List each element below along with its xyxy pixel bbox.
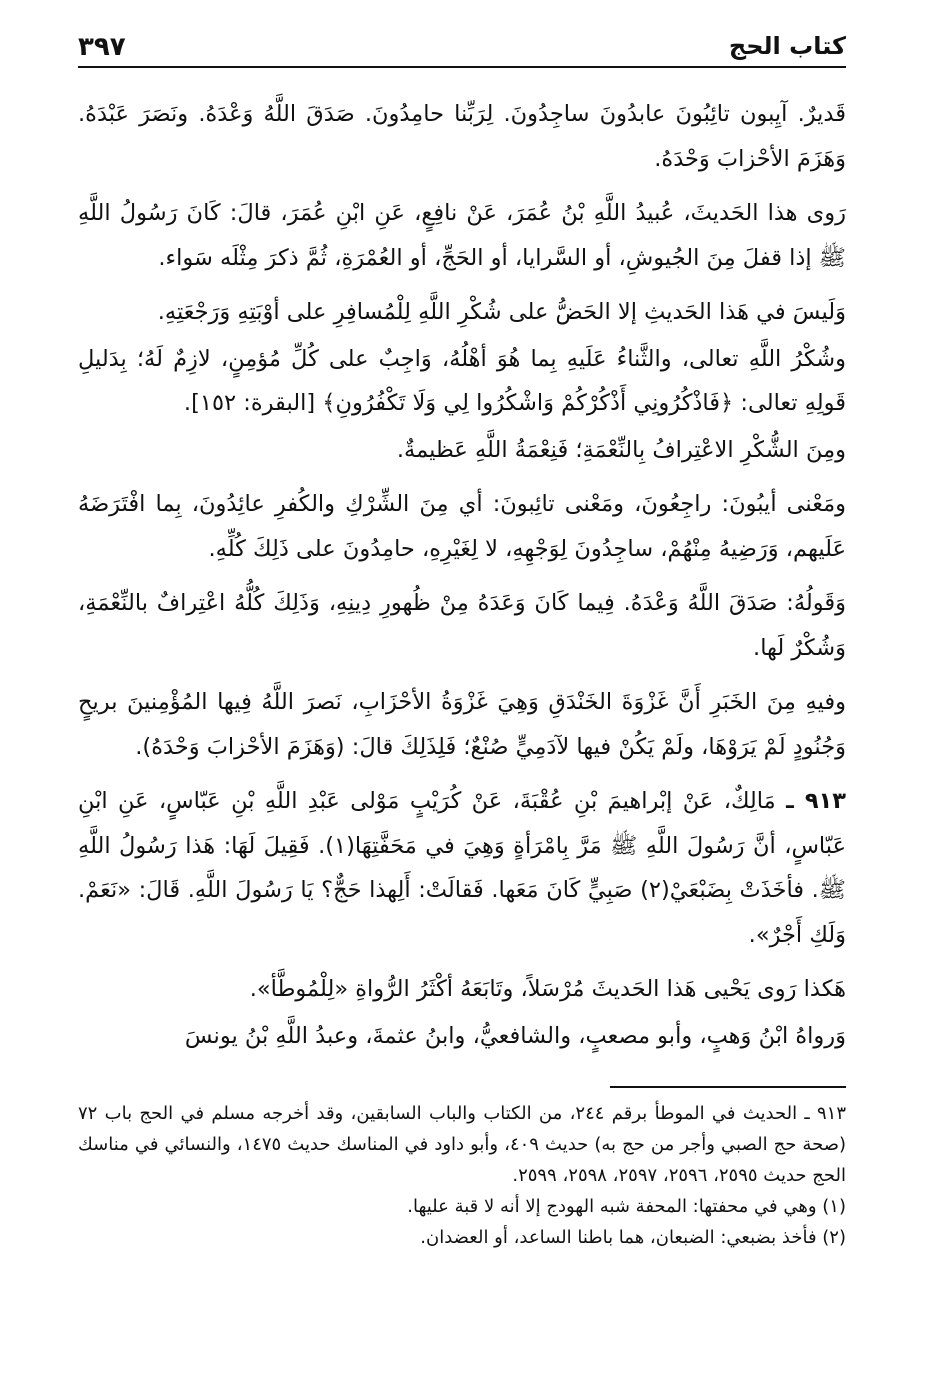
footnote-separator bbox=[610, 1086, 846, 1088]
hadith-text: مَالِكٌ، عَنْ إبْراهيمَ بْنِ عُقْبَةَ، عَنْ كُرَيْبٍ مَوْلى عَبْدِ اللَّهِ بْنِ عَبّاسٍ، عَنِ ابْنِ عَبّاسٍ، أنَّ رَسُولَ اللَّهِ ﷺ مَرَّ بِامْرَأةٍ وَهِيَ في مَحَفَّتِهَا(١). فَقِيلَ لَهَا: هَذا رَسُولُ اللَّهِ ﷺ. فأخَذَتْ بِضَبْعَيْ(٢) صَبِيٍّ كَانَ مَعَها. فَقالَتْ: أَلِهذا حَجٌّ؟ يَا رَسُولَ اللَّهِ. قَالَ: «نَعَمْ. وَلَكِ أَجْرٌ». bbox=[78, 788, 846, 948]
page bbox=[78, 30, 846, 1370]
paragraph: رَوى هذا الحَديثَ، عُبيدُ اللَّهِ بْنُ عُمَرَ، عَنْ نافِعٍ، عَنِ ابْنِ عُمَرَ، قالَ: كَانَ رَسُولُ اللَّهِ ﷺ إذا قفلَ مِنَ الجُيوشِ، أو السَّرايا، أو الحَجِّ، أو العُمْرَةِ، ثُمَّ ذكرَ مِثْلَه سَواء. bbox=[78, 200, 846, 271]
running-header bbox=[78, 30, 846, 68]
paragraph: وَلَيسَ في هَذا الحَديثِ إلا الحَضُّ على شُكْرِ اللَّهِ لِلْمُسافِرِ على أوْبَتِهِ وَرَجْعَتِهِ. bbox=[157, 299, 846, 325]
paragraph: وفيهِ مِنَ الخَبَرِ أَنَّ غَزْوَةَ الخَنْدَقِ وَهِيَ غَزْوَةُ الأحْزَابِ، نَصرَ اللَّهُ فِيها المُؤْمِنينَ بريحٍ وَجُنُودٍ لَمْ يَرَوْهَا، ولَمْ يَكُنْ فيها لآدَمِيٍّ صُنْعٌ؛ فَلِذَلِكَ قالَ: (وَهَزَمَ الأحْزابَ وَحْدَهُ). bbox=[78, 689, 846, 760]
paragraph: وشُكْرُ اللَّهِ تعالى، والثَّناءُ عَلَيهِ بِما هُوَ أهْلُهُ، وَاجِبٌ على كُلِّ مُؤمِنٍ، لازِمٌ لَهُ؛ بِدَليلِ قَولِهِ تعالى: ﴿فَاذْكُرُونِي أَذْكُرْكُمْ وَاشْكُرُوا لِي وَلَا تَكْفُرُونِ﴾ [البقرة: ١٥٢]. bbox=[78, 345, 846, 416]
paragraph: هَكذا رَوى يَحْيى هَذا الحَديثَ مُرْسَلاً، وتَابَعَهُ أكْثَرُ الرُّواةِ «لِلْمُوطَّأ». bbox=[249, 976, 846, 1002]
page-number: ٣٩٧ bbox=[78, 32, 136, 62]
footnote: (٢) فأخذ بضبعي: الضبعان، هما باطنا الساعد، أو العضدان. bbox=[420, 1227, 846, 1248]
chapter-title: كتاب الحج bbox=[719, 32, 846, 60]
footnotes bbox=[78, 1098, 846, 1253]
hadith-paragraph bbox=[78, 779, 846, 957]
hadith-number: ٩١٣ ـ bbox=[786, 788, 847, 814]
footnote: (١) وهي في محفتها: المحفة شبه الهودج إلا أنه لا قبة عليها. bbox=[407, 1196, 846, 1217]
paragraph: وَقَولُهُ: صَدَقَ اللَّهُ وَعْدَهُ. فِيما كَانَ وَعَدَهُ مِنْ ظُهورِ دِينِهِ، وَذَلِكَ كُلُّهُ اعْتِرافٌ بالنِّعْمَةِ، وَشُكْرٌ لَها. bbox=[78, 590, 846, 661]
paragraph: وَرواهُ ابْنُ وَهبٍ، وأبو مصعبٍ، والشافعيُّ، وابنُ عثمةَ، وعبدُ اللَّهِ بْنُ يونسَ bbox=[184, 1022, 846, 1049]
footnote: ٩١٣ ـ الحديث في الموطأ برقم ٢٤٤، من الكتاب والباب السابقين، وقد أخرجه مسلم في الحج باب ٧٢ (صحة حج الصبي وأجر من حج به) حديث ٤٠٩، وأبو داود في المناسك حديث ١٤٧٥، والنسائي في مناسك الحج حديث ٢٥٩٥، ٢٥٩٦، ٢٥٩٧، ٢٥٩٨، ٢٥٩٩. bbox=[78, 1103, 846, 1186]
paragraph: ومَعْنى أيبُونَ: راجِعُونَ، ومَعْنى تائِبونَ: أي مِنَ الشِّرْكِ والكُفرِ عائِدُونَ، بِما افْتَرَضَهُ عَلَيهم، وَرَضِيهُ مِنْهُمْ، ساجِدُونَ لِوَجْهِهِ، لا لِغَيْرِهِ، حامِدُونَ على ذَلِكَ كُلِّهِ. bbox=[78, 491, 846, 562]
paragraph: ومِنَ الشُّكْرِ الاعْتِرافُ بِالنِّعْمَةِ؛ فَنِعْمَةُ اللَّهِ عَظيمةٌ. bbox=[396, 436, 846, 463]
main-text bbox=[78, 92, 846, 1058]
paragraph: قَديرٌ. آيِبون تائِبُونَ عابدُونَ ساجِدُونَ. لِرَبِّنا حامِدُونَ. صَدَقَ اللَّهُ وَعْدَهُ. ونَصَرَ عَبْدَهُ. وَهَزَمَ الأحْزابَ وَحْدَهُ. bbox=[78, 101, 846, 172]
